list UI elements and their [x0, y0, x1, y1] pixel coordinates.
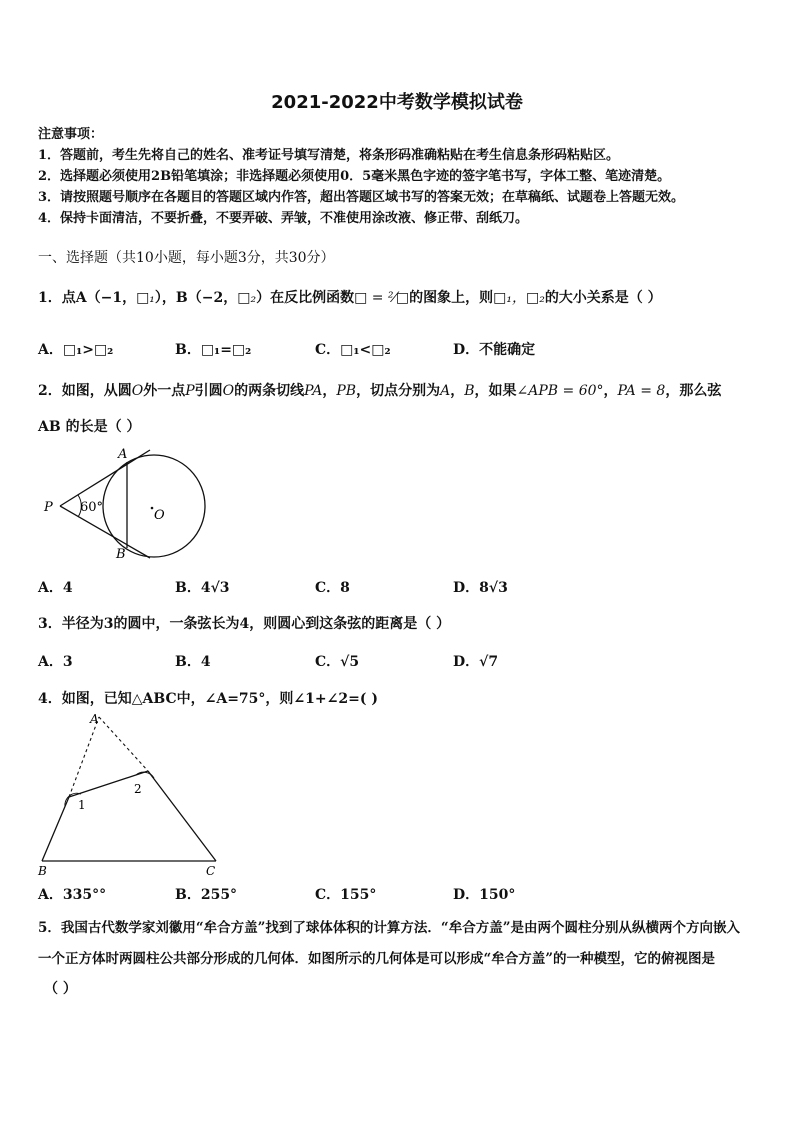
q2-label-a: A [118, 447, 128, 462]
notice-item-3: 3．请按照题号顺序在各题目的答题区域内作答，超出答题区域书写的答案无效；在草稿纸、试题卷上答题无效。 [38, 190, 685, 205]
q4-arc-2 [136, 772, 154, 778]
q1-text-e: 的大小关系是（ ） [544, 290, 662, 306]
q2-label-p: P [44, 500, 53, 515]
q2-label-b: B [116, 547, 126, 562]
q2-option-c[interactable]: C．8 [315, 580, 350, 596]
q4-side-c-right [148, 771, 216, 861]
q4-label-a: A [90, 712, 99, 726]
q1-option-a[interactable]: A．□₁>□₂ [38, 342, 114, 358]
q2-pa: PA [304, 383, 323, 399]
q2-tangent-pb [60, 506, 150, 558]
q2-comma-2: ， [450, 383, 465, 399]
q2-text-b: 外一点 [143, 383, 186, 399]
q2-o2: O [222, 383, 235, 399]
q4-option-b[interactable]: B．255° [175, 887, 238, 903]
q2-a: A [440, 383, 451, 399]
q2-option-b[interactable]: B．4√3 [175, 580, 230, 596]
q2-comma-3: ， [603, 383, 618, 399]
q2-text-g: ，那么弦 [665, 383, 722, 399]
q4-label-1: 1 [78, 798, 86, 812]
question-5-line-3: （ ） [44, 981, 77, 997]
q1-option-d[interactable]: D．不能确定 [453, 342, 536, 358]
q2-option-a[interactable]: A．4 [38, 580, 73, 596]
notice-item-2: 2．选择题必须使用2B铅笔填涂；非选择题必须使用0．5毫米黑色字迹的签字笔书写，字体工整、笔迹清楚。 [38, 169, 671, 184]
q4-dashed-left [69, 717, 99, 797]
q1-text-b: ），B（−2， [154, 290, 238, 306]
q3-option-d[interactable]: D．√7 [453, 654, 499, 670]
q3-option-c[interactable]: C．√5 [315, 654, 360, 670]
q1-function: □ = ²⁄□ [354, 290, 410, 306]
q1-y2: □₂ [237, 290, 257, 306]
q4-option-c[interactable]: C．155° [315, 887, 377, 903]
question-4: 4．如图，已知△ABC中，∠A=75°，则∠1+∠2=( ) [38, 691, 378, 707]
q2-text-e: ，切点分别为 [356, 383, 441, 399]
q2-p: P [185, 383, 195, 399]
q1-option-c[interactable]: C．□₁<□₂ [315, 342, 391, 358]
question-5-line-2: 一个正方体时两圆柱公共部分形成的几何体．如图所示的几何体是可以形成“牟合方盖”的一种模型，它的俯视图是 [38, 951, 716, 967]
q1-text-d: 的图象上，则 [409, 290, 494, 306]
q3-option-b[interactable]: B．4 [175, 654, 211, 670]
q1-text-c: ）在反比例函数 [256, 290, 355, 306]
q4-dashed-right [99, 717, 148, 771]
question-3: 3．半径为3的圆中，一条弦长为4，则圆心到这条弦的距离是（ ） [38, 616, 451, 632]
notice-item-1: 1．答题前，考生先将自己的姓名、准考证号填写清楚，将条形码准确粘贴在考生信息条形码粘贴区。 [38, 148, 620, 163]
notice-item-4: 4．保持卡面清洁，不要折叠，不要弄破、弄皱，不准使用涂改液、修正带、刮纸刀。 [38, 211, 529, 226]
q2-pa-value: PA = 8 [617, 383, 666, 399]
question-5-line-1: 5．我国古代数学家刘徽用“牟合方盖”找到了球体体积的计算方法．“牟合方盖”是由两个圆柱分别从纵横两个方向嵌入 [38, 920, 740, 936]
q4-label-2: 2 [134, 782, 142, 796]
q2-label-o: O [154, 508, 165, 523]
q2-figure [38, 444, 218, 564]
q4-option-a[interactable]: A．335°° [38, 887, 107, 903]
q2-angle-label: 60° [80, 500, 104, 515]
q4-option-d[interactable]: D．150° [453, 887, 516, 903]
q2-text-f: ，如果 [474, 383, 517, 399]
q2-line-2: AB 的长是（ ） [38, 419, 141, 435]
q1-y1: □₁ [136, 290, 155, 306]
q2-angle: ∠APB = 60° [516, 383, 604, 399]
q3-option-a[interactable]: A．3 [38, 654, 73, 670]
q2-text-c: 引圆 [194, 383, 223, 399]
q1-relation: □₁，□₂ [493, 290, 545, 306]
q2-text-d: 的两条切线 [234, 383, 305, 399]
question-1 [38, 287, 662, 307]
question-2 [38, 380, 721, 400]
q2-o1: O [131, 383, 144, 399]
q2-option-d[interactable]: D．8√3 [453, 580, 508, 596]
q2-center-dot [151, 507, 154, 510]
q1-option-b[interactable]: B．□₁=□₂ [175, 342, 252, 358]
q4-label-b: B [38, 864, 47, 878]
q2-tangent-pa [60, 450, 150, 506]
notice-heading: 注意事项： [38, 127, 104, 142]
q2-text-a: 2．如图，从圆 [38, 383, 132, 399]
q2-comma-1: ， [322, 383, 337, 399]
page-title: 2021-2022中考数学模拟试卷 [271, 92, 523, 113]
q1-text-a: 1．点A（−1， [38, 290, 137, 306]
section-heading: 一、选择题（共10小题，每小题3分，共30分） [38, 250, 335, 266]
q2-b: B [464, 383, 475, 399]
q2-pb: PB [336, 383, 357, 399]
q4-figure [34, 711, 234, 879]
q4-label-c: C [206, 864, 216, 878]
